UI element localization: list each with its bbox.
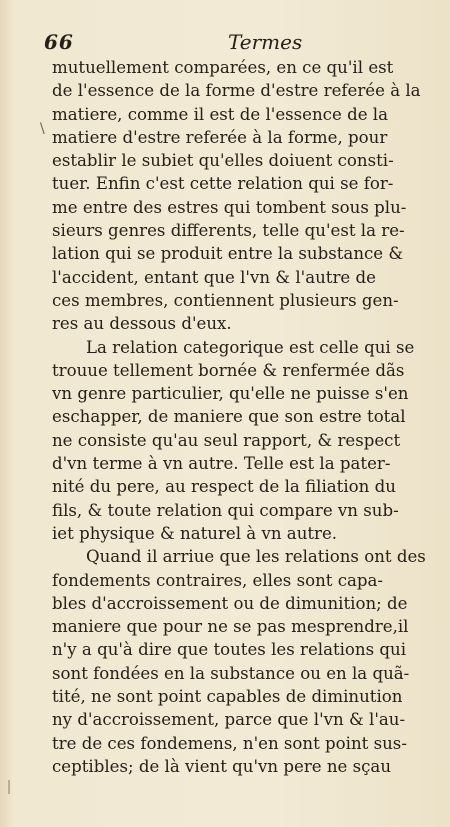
text-line: nité du pere, au respect de la filiation du	[52, 477, 396, 497]
text-line: d'vn terme à vn autre. Telle est la pater-	[52, 454, 391, 474]
margin-mark: \	[40, 121, 45, 137]
text-line: n'y a qu'à dire que toutes les relations qui	[52, 640, 407, 660]
text-line: matiere d'estre referée à la forme, pour	[52, 127, 388, 147]
text-line: bles d'accroissement ou de dimunition; de	[52, 593, 408, 613]
paper-stain	[8, 780, 10, 794]
text-line: ne consiste qu'au seul rapport, & respect	[52, 430, 401, 450]
text-line: tuer. Enfin c'est cette relation qui se for-	[52, 174, 394, 194]
text-line: ces membres, contiennent plusieurs gen-	[52, 290, 399, 310]
text-line: Quand il arriue que les relations ont des	[86, 547, 426, 567]
text-line: res au dessous d'eux.	[52, 314, 232, 334]
body-text	[52, 56, 432, 778]
text-line: maniere que pour ne se pas mesprendre,il	[52, 617, 409, 637]
text-line: trouue tellement bornée & renfermée dãs	[52, 360, 405, 380]
page-header	[44, 30, 434, 54]
text-line: tité, ne sont point capables de diminution	[52, 687, 403, 707]
text-line: vn genre particulier, qu'elle ne puisse s'en	[52, 384, 409, 404]
text-line: me entre des estres qui tombent sous plu-	[52, 197, 407, 217]
page-number: 66	[44, 30, 74, 54]
text-line: eschapper, de maniere que son estre total	[52, 407, 406, 427]
text-line: mutuellement comparées, en ce qu'il est	[52, 58, 394, 77]
running-head: Termes	[228, 30, 303, 54]
text-line: de l'essence de la forme d'estre referée à la	[52, 81, 421, 101]
text-line: La relation categorique est celle qui se	[86, 337, 415, 357]
text-line: establir le subiet qu'elles doiuent consti-	[52, 151, 394, 171]
text-line: fondements contraires, elles sont capa-	[52, 570, 384, 590]
text-line: tre de ces fondemens, n'en sont point sus-	[52, 733, 407, 753]
text-line: matiere, comme il est de l'essence de la	[52, 104, 388, 124]
text-line: ceptibles; de là vient qu'vn pere ne sçau	[52, 756, 392, 776]
text-line: lation qui se produit entre la substance &	[52, 244, 404, 264]
text-line: iet physique & naturel à vn autre.	[52, 523, 338, 543]
text-line: l'accident, entant que l'vn & l'autre de	[52, 267, 376, 287]
text-line: fils, & toute relation qui compare vn sub-	[52, 500, 399, 520]
text-line: sont fondées en la substance ou en la quã-	[52, 663, 410, 683]
text-line: ny d'accroissement, parce que l'vn & l'au-	[52, 710, 406, 730]
text-line: sieurs genres differents, telle qu'est la re-	[52, 221, 405, 241]
